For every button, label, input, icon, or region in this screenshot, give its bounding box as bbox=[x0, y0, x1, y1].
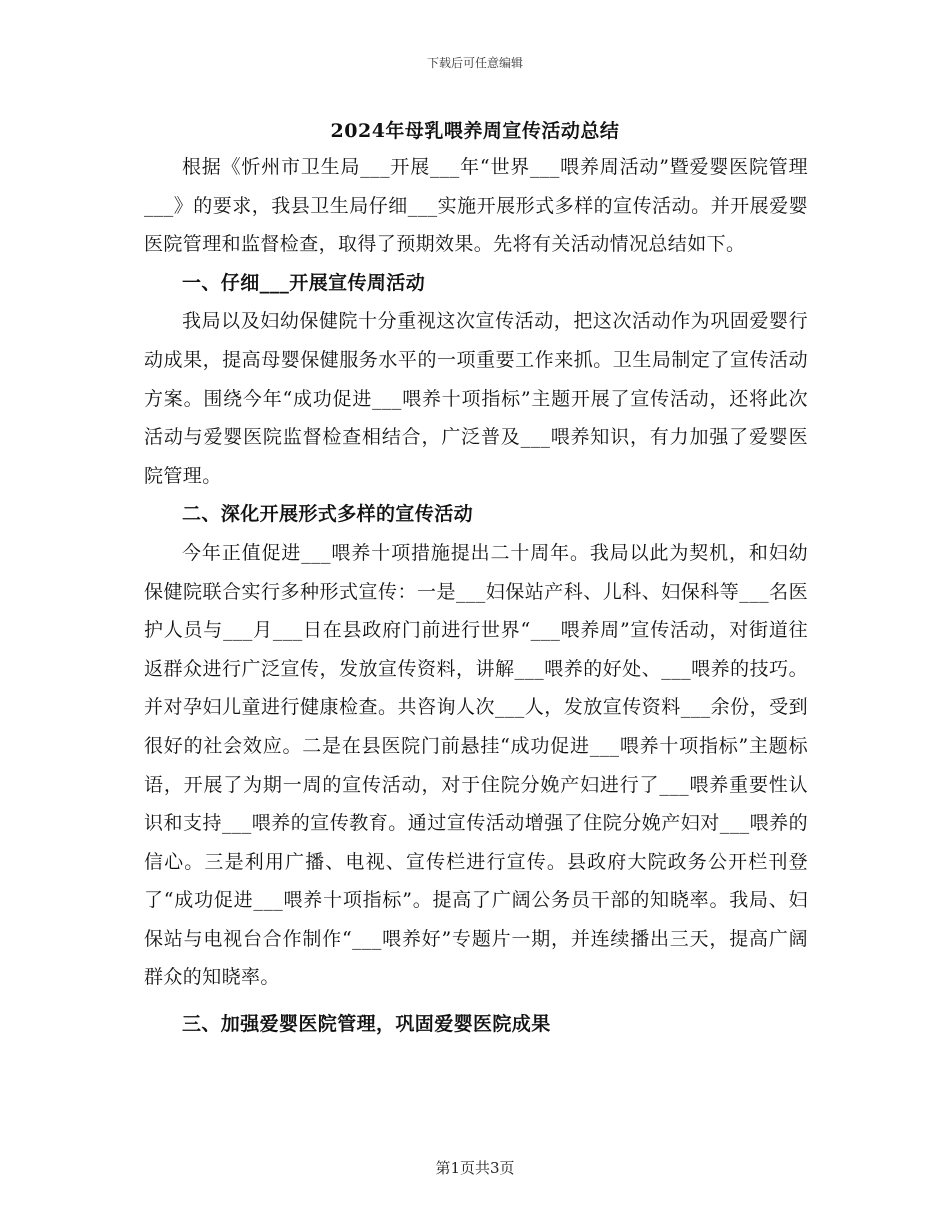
page-number: 第1页共3页 bbox=[435, 1159, 515, 1177]
document-body bbox=[144, 148, 808, 1044]
section-2-paragraph: 今年正值促进___喂养十项措施提出二十周年。我局以此为契机，和妇幼保健院联合实行多种形式宣传：一是___妇保站产科、儿科、妇保科等___名医护人员与___月___日在县政府门前进行世界“___喂养周”宣传活动，对街道往返群众进行广泛宣传，发放宣传资料，讲解___喂养的好处、___喂养的技巧。并对孕妇儿童进行健康检查。共咨询人次___人，发放宣传资料___余份，受到很好的社会效应。二是在县医院门前悬挂“成功促进___喂养十项指标”主题标语，开展了为期一周的宣传活动，对于住院分娩产妇进行了___喂养重要性认识和支持___喂养的宣传教育。通过宣传活动增强了住院分娩产妇对___喂养的信心。三是利用广播、电视、宣传栏进行宣传。县政府大院政务公开栏刊登了“成功促进___喂养十项指标”。提高了广阔公务员干部的知晓率。我局、妇保站与电视台合作制作“___喂养好”专题片一期，并连续播出三天，提高广阔群众的知晓率。 bbox=[144, 541, 808, 989]
section-2-heading: 二、深化开展形式多样的宣传活动 bbox=[182, 503, 474, 526]
intro-paragraph: 根据《忻州市卫生局___开展___年“世界___喂养周活动”暨爱婴医院管理___》的要求，我县卫生局仔细___实施开展形式多样的宣传活动。并开展爱婴医院管理和监督检查，取得了预期效果。先将有关活动情况总结如下。 bbox=[144, 156, 808, 256]
section-1-heading: 一、仔细___开展宣传周活动 bbox=[182, 271, 426, 294]
section-1-paragraph: 我局以及妇幼保健院十分重视这次宣传活动，把这次活动作为巩固爱婴行动成果，提高母婴保健服务水平的一项重要工作来抓。卫生局制定了宣传活动方案。围绕今年“成功促进___喂养十项指标”主题开展了宣传活动，还将此次活动与爱婴医院监督检查相结合，广泛普及___喂养知识，有力加强了爱婴医院管理。 bbox=[144, 310, 808, 487]
page-header-note: 下载后可任意编辑 bbox=[426, 56, 523, 70]
section-3-heading: 三、加强爱婴医院管理，巩固爱婴医院成果 bbox=[182, 1013, 551, 1036]
document-title: 2024年母乳喂养周宣传活动总结 bbox=[330, 120, 620, 142]
